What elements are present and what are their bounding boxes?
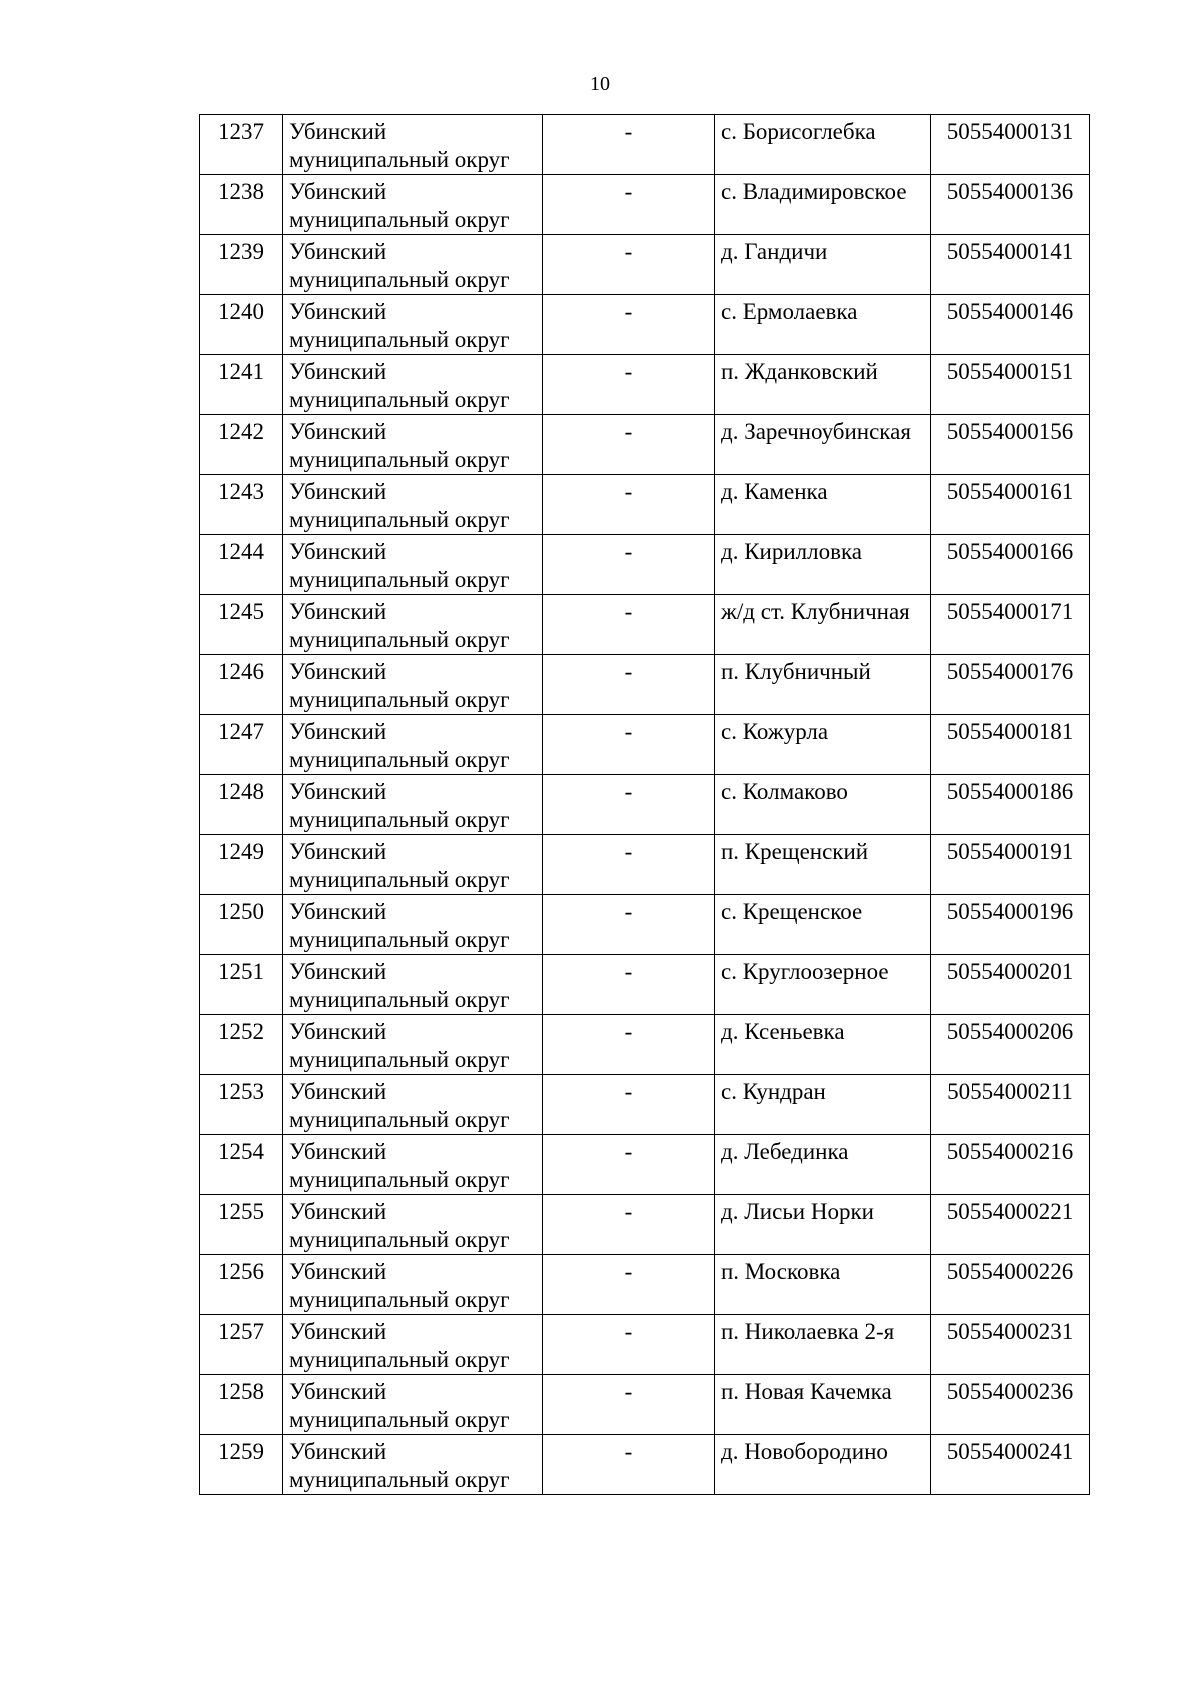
dash-value: - — [624, 959, 633, 984]
oktmo-code: 50554000191 — [946, 839, 1074, 864]
municipality-cell — [283, 835, 543, 895]
oktmo-code: 50554000146 — [946, 299, 1074, 324]
dash-cell — [543, 1255, 715, 1315]
row-number: 1243 — [218, 479, 264, 504]
locality-cell — [715, 775, 931, 835]
locality-name: с. Колмаково — [721, 779, 848, 804]
municipality-name: Убинский — [289, 839, 387, 864]
municipality-name: Убинский — [289, 1199, 387, 1224]
dash-value: - — [624, 119, 633, 144]
row-number: 1239 — [218, 239, 264, 264]
row-number: 1251 — [218, 959, 264, 984]
dash-cell — [543, 235, 715, 295]
table-row — [200, 115, 1090, 175]
oktmo-code: 50554000236 — [946, 1379, 1074, 1404]
oktmo-code: 50554000171 — [946, 599, 1074, 624]
locality-cell — [715, 355, 931, 415]
municipality-type: муниципальный округ — [289, 687, 510, 712]
dash-cell — [543, 115, 715, 175]
locality-name: с. Крещенское — [721, 899, 863, 924]
municipality-cell — [283, 655, 543, 715]
municipality-cell — [283, 1015, 543, 1075]
oktmo-code: 50554000231 — [946, 1319, 1074, 1344]
dash-cell — [543, 895, 715, 955]
oktmo-code-cell — [931, 775, 1090, 835]
municipality-type: муниципальный округ — [289, 447, 510, 472]
municipality-cell — [283, 295, 543, 355]
municipality-cell — [283, 115, 543, 175]
municipality-type: муниципальный округ — [289, 747, 510, 772]
municipality-cell — [283, 355, 543, 415]
row-number-cell — [200, 475, 283, 535]
municipality-cell — [283, 595, 543, 655]
municipality-type: муниципальный округ — [289, 627, 510, 652]
oktmo-code-cell — [931, 655, 1090, 715]
row-number-cell — [200, 1315, 283, 1375]
row-number: 1247 — [218, 719, 264, 744]
locality-name: с. Круглоозерное — [721, 959, 889, 984]
row-number: 1259 — [218, 1439, 264, 1464]
municipality-name: Убинский — [289, 659, 387, 684]
municipality-name: Убинский — [289, 1019, 387, 1044]
dash-value: - — [624, 719, 633, 744]
oktmo-code-cell — [931, 175, 1090, 235]
locality-cell — [715, 1135, 931, 1195]
oktmo-code: 50554000176 — [946, 659, 1074, 684]
locality-cell — [715, 1315, 931, 1375]
row-number: 1257 — [218, 1319, 264, 1344]
municipality-type: муниципальный округ — [289, 1167, 510, 1192]
locality-cell — [715, 175, 931, 235]
oktmo-code: 50554000241 — [946, 1439, 1074, 1464]
row-number-cell — [200, 955, 283, 1015]
locality-name: д. Лебединка — [721, 1139, 849, 1164]
locality-name: с. Владимировское — [721, 179, 907, 204]
municipality-type: муниципальный округ — [289, 327, 510, 352]
municipality-cell — [283, 175, 543, 235]
municipality-name: Убинский — [289, 779, 387, 804]
table-row — [200, 595, 1090, 655]
oktmo-code-cell — [931, 355, 1090, 415]
dash-cell — [543, 1375, 715, 1435]
table-row — [200, 355, 1090, 415]
row-number: 1242 — [218, 419, 264, 444]
row-number-cell — [200, 715, 283, 775]
municipality-type: муниципальный округ — [289, 567, 510, 592]
row-number-cell — [200, 175, 283, 235]
oktmo-code: 50554000161 — [946, 479, 1074, 504]
row-number-cell — [200, 1075, 283, 1135]
dash-value: - — [624, 419, 633, 444]
row-number-cell — [200, 1195, 283, 1255]
municipality-type: муниципальный округ — [289, 1227, 510, 1252]
dash-cell — [543, 775, 715, 835]
locality-name: д. Кирилловка — [721, 539, 863, 564]
municipality-cell — [283, 475, 543, 535]
locality-cell — [715, 1435, 931, 1495]
locality-cell — [715, 295, 931, 355]
dash-cell — [543, 535, 715, 595]
locality-name: п. Клубничный — [721, 659, 871, 684]
oktmo-code: 50554000221 — [946, 1199, 1074, 1224]
municipality-cell — [283, 535, 543, 595]
locality-cell — [715, 415, 931, 475]
dash-value: - — [624, 1319, 633, 1344]
table-row — [200, 775, 1090, 835]
oktmo-code-cell — [931, 1435, 1090, 1495]
table-row — [200, 1255, 1090, 1315]
municipality-type: муниципальный округ — [289, 987, 510, 1012]
dash-cell — [543, 355, 715, 415]
municipality-type: муниципальный округ — [289, 387, 510, 412]
row-number: 1256 — [218, 1259, 264, 1284]
locality-cell — [715, 475, 931, 535]
municipality-cell — [283, 235, 543, 295]
oktmo-code-cell — [931, 115, 1090, 175]
table-row — [200, 655, 1090, 715]
municipality-cell — [283, 1255, 543, 1315]
locality-cell — [715, 1375, 931, 1435]
municipality-type: муниципальный округ — [289, 1467, 510, 1492]
dash-value: - — [624, 839, 633, 864]
municipality-name: Убинский — [289, 239, 387, 264]
dash-cell — [543, 1195, 715, 1255]
oktmo-code: 50554000211 — [947, 1079, 1073, 1104]
municipality-name: Убинский — [289, 179, 387, 204]
municipality-name: Убинский — [289, 1319, 387, 1344]
row-number: 1240 — [218, 299, 264, 324]
dash-cell — [543, 1015, 715, 1075]
table-row — [200, 1075, 1090, 1135]
dash-value: - — [624, 299, 633, 324]
municipality-name: Убинский — [289, 1079, 387, 1104]
oktmo-code-cell — [931, 1375, 1090, 1435]
dash-value: - — [624, 359, 633, 384]
dash-cell — [543, 1135, 715, 1195]
locality-name: с. Кожурла — [721, 719, 829, 744]
municipality-name: Убинский — [289, 1259, 387, 1284]
dash-cell — [543, 715, 715, 775]
municipality-cell — [283, 775, 543, 835]
table-row — [200, 955, 1090, 1015]
municipality-type: муниципальный округ — [289, 927, 510, 952]
municipality-name: Убинский — [289, 419, 387, 444]
locality-name: д. Ксеньевка — [721, 1019, 845, 1044]
locality-cell — [715, 1255, 931, 1315]
municipality-cell — [283, 955, 543, 1015]
row-number-cell — [200, 1015, 283, 1075]
municipality-cell — [283, 715, 543, 775]
table-row — [200, 415, 1090, 475]
locality-cell — [715, 835, 931, 895]
dash-cell — [543, 655, 715, 715]
oktmo-code-cell — [931, 535, 1090, 595]
locality-name: п. Крещенский — [721, 839, 869, 864]
row-number: 1237 — [218, 119, 264, 144]
municipality-cell — [283, 1075, 543, 1135]
dash-value: - — [624, 239, 633, 264]
locality-name: д. Каменка — [721, 479, 828, 504]
oktmo-code-cell — [931, 415, 1090, 475]
dash-value: - — [624, 179, 633, 204]
oktmo-code-cell — [931, 955, 1090, 1015]
dash-cell — [543, 175, 715, 235]
row-number: 1249 — [218, 839, 264, 864]
table-row — [200, 295, 1090, 355]
dash-cell — [543, 595, 715, 655]
municipality-cell — [283, 1435, 543, 1495]
oktmo-code: 50554000186 — [946, 779, 1074, 804]
row-number-cell — [200, 1135, 283, 1195]
row-number: 1246 — [218, 659, 264, 684]
locality-cell — [715, 715, 931, 775]
oktmo-code-cell — [931, 1255, 1090, 1315]
dash-value: - — [624, 479, 633, 504]
row-number-cell — [200, 535, 283, 595]
municipality-cell — [283, 1375, 543, 1435]
table-row — [200, 1015, 1090, 1075]
dash-cell — [543, 475, 715, 535]
locality-cell — [715, 595, 931, 655]
oktmo-code: 50554000196 — [946, 899, 1074, 924]
row-number: 1248 — [218, 779, 264, 804]
oktmo-code-cell — [931, 715, 1090, 775]
page-number: 10 — [590, 73, 610, 95]
locality-cell — [715, 535, 931, 595]
row-number: 1258 — [218, 1379, 264, 1404]
table-row — [200, 1135, 1090, 1195]
table-row — [200, 1375, 1090, 1435]
municipality-name: Убинский — [289, 1139, 387, 1164]
dash-cell — [543, 1435, 715, 1495]
municipality-name: Убинский — [289, 719, 387, 744]
locality-name: д. Заречноубинская — [721, 419, 911, 444]
locality-cell — [715, 1075, 931, 1135]
dash-value: - — [624, 1079, 633, 1104]
municipality-type: муниципальный округ — [289, 1287, 510, 1312]
municipality-type: муниципальный округ — [289, 1407, 510, 1432]
table-row — [200, 715, 1090, 775]
municipality-type: муниципальный округ — [289, 1347, 510, 1372]
dash-value: - — [624, 599, 633, 624]
row-number: 1255 — [218, 1199, 264, 1224]
locality-name: с. Ермолаевка — [721, 299, 858, 324]
municipality-name: Убинский — [289, 299, 387, 324]
row-number: 1245 — [218, 599, 264, 624]
dash-value: - — [624, 1139, 633, 1164]
row-number: 1238 — [218, 179, 264, 204]
locality-cell — [715, 895, 931, 955]
municipality-type: муниципальный округ — [289, 207, 510, 232]
dash-cell — [543, 835, 715, 895]
row-number: 1252 — [218, 1019, 264, 1044]
oktmo-code-cell — [931, 1135, 1090, 1195]
settlements-table — [199, 114, 1090, 1495]
oktmo-code: 50554000226 — [946, 1259, 1074, 1284]
locality-cell — [715, 235, 931, 295]
dash-value: - — [624, 1019, 633, 1044]
municipality-name: Убинский — [289, 959, 387, 984]
dash-value: - — [624, 1259, 633, 1284]
dash-cell — [543, 415, 715, 475]
municipality-name: Убинский — [289, 539, 387, 564]
locality-name: п. Николаевка 2-я — [721, 1319, 895, 1344]
locality-name: п. Жданковский — [721, 359, 878, 384]
row-number-cell — [200, 775, 283, 835]
table-row — [200, 835, 1090, 895]
municipality-name: Убинский — [289, 599, 387, 624]
table-body — [200, 115, 1090, 1495]
municipality-type: муниципальный округ — [289, 1047, 510, 1072]
table-row — [200, 1435, 1090, 1495]
oktmo-code: 50554000151 — [946, 359, 1074, 384]
municipality-name: Убинский — [289, 899, 387, 924]
dash-cell — [543, 1075, 715, 1135]
locality-name: п. Московка — [721, 1259, 841, 1284]
oktmo-code-cell — [931, 475, 1090, 535]
dash-value: - — [624, 779, 633, 804]
municipality-type: муниципальный округ — [289, 147, 510, 172]
oktmo-code: 50554000201 — [946, 959, 1074, 984]
locality-cell — [715, 655, 931, 715]
row-number-cell — [200, 655, 283, 715]
row-number-cell — [200, 1435, 283, 1495]
oktmo-code-cell — [931, 1075, 1090, 1135]
dash-cell — [543, 1315, 715, 1375]
municipality-cell — [283, 1135, 543, 1195]
municipality-name: Убинский — [289, 1439, 387, 1464]
table-row — [200, 175, 1090, 235]
row-number-cell — [200, 595, 283, 655]
municipality-name: Убинский — [289, 1379, 387, 1404]
oktmo-code-cell — [931, 1315, 1090, 1375]
row-number-cell — [200, 835, 283, 895]
locality-name: с. Борисоглебка — [721, 119, 876, 144]
oktmo-code-cell — [931, 895, 1090, 955]
municipality-type: муниципальный округ — [289, 867, 510, 892]
row-number-cell — [200, 895, 283, 955]
dash-value: - — [624, 1199, 633, 1224]
oktmo-code: 50554000181 — [946, 719, 1074, 744]
dash-value: - — [624, 1439, 633, 1464]
row-number: 1244 — [218, 539, 264, 564]
dash-value: - — [624, 899, 633, 924]
row-number-cell — [200, 1255, 283, 1315]
oktmo-code-cell — [931, 595, 1090, 655]
locality-name: п. Новая Качемка — [721, 1379, 892, 1404]
table-row — [200, 475, 1090, 535]
locality-cell — [715, 1195, 931, 1255]
row-number: 1250 — [218, 899, 264, 924]
row-number-cell — [200, 415, 283, 475]
oktmo-code: 50554000216 — [946, 1139, 1074, 1164]
table-row — [200, 235, 1090, 295]
municipality-type: муниципальный округ — [289, 267, 510, 292]
dash-value: - — [624, 659, 633, 684]
locality-name: д. Новобородино — [721, 1439, 888, 1464]
oktmo-code: 50554000166 — [946, 539, 1074, 564]
locality-name: д. Гандичи — [721, 239, 828, 264]
locality-cell — [715, 955, 931, 1015]
locality-name: д. Лисьи Норки — [721, 1199, 874, 1224]
oktmo-code: 50554000136 — [946, 179, 1074, 204]
oktmo-code: 50554000156 — [946, 419, 1074, 444]
row-number-cell — [200, 1375, 283, 1435]
table-row — [200, 895, 1090, 955]
locality-cell — [715, 1015, 931, 1075]
oktmo-code: 50554000141 — [946, 239, 1074, 264]
municipality-cell — [283, 1315, 543, 1375]
oktmo-code: 50554000131 — [946, 119, 1074, 144]
locality-name: с. Кундран — [721, 1079, 826, 1104]
table-row — [200, 1315, 1090, 1375]
dash-cell — [543, 955, 715, 1015]
row-number: 1254 — [218, 1139, 264, 1164]
dash-value: - — [624, 539, 633, 564]
dash-value: - — [624, 1379, 633, 1404]
row-number-cell — [200, 235, 283, 295]
municipality-type: муниципальный округ — [289, 1107, 510, 1132]
municipality-type: муниципальный округ — [289, 807, 510, 832]
oktmo-code-cell — [931, 835, 1090, 895]
municipality-cell — [283, 895, 543, 955]
oktmo-code-cell — [931, 1195, 1090, 1255]
locality-name: ж/д ст. Клубничная — [721, 599, 910, 624]
row-number-cell — [200, 295, 283, 355]
table-row — [200, 535, 1090, 595]
row-number-cell — [200, 355, 283, 415]
municipality-cell — [283, 415, 543, 475]
dash-cell — [543, 295, 715, 355]
locality-cell — [715, 115, 931, 175]
oktmo-code-cell — [931, 235, 1090, 295]
row-number: 1253 — [218, 1079, 264, 1104]
table-row — [200, 1195, 1090, 1255]
oktmo-code-cell — [931, 1015, 1090, 1075]
row-number-cell — [200, 115, 283, 175]
oktmo-code-cell — [931, 295, 1090, 355]
municipality-name: Убинский — [289, 479, 387, 504]
oktmo-code: 50554000206 — [946, 1019, 1074, 1044]
municipality-name: Убинский — [289, 359, 387, 384]
municipality-name: Убинский — [289, 119, 387, 144]
municipality-cell — [283, 1195, 543, 1255]
row-number: 1241 — [218, 359, 264, 384]
municipality-type: муниципальный округ — [289, 507, 510, 532]
